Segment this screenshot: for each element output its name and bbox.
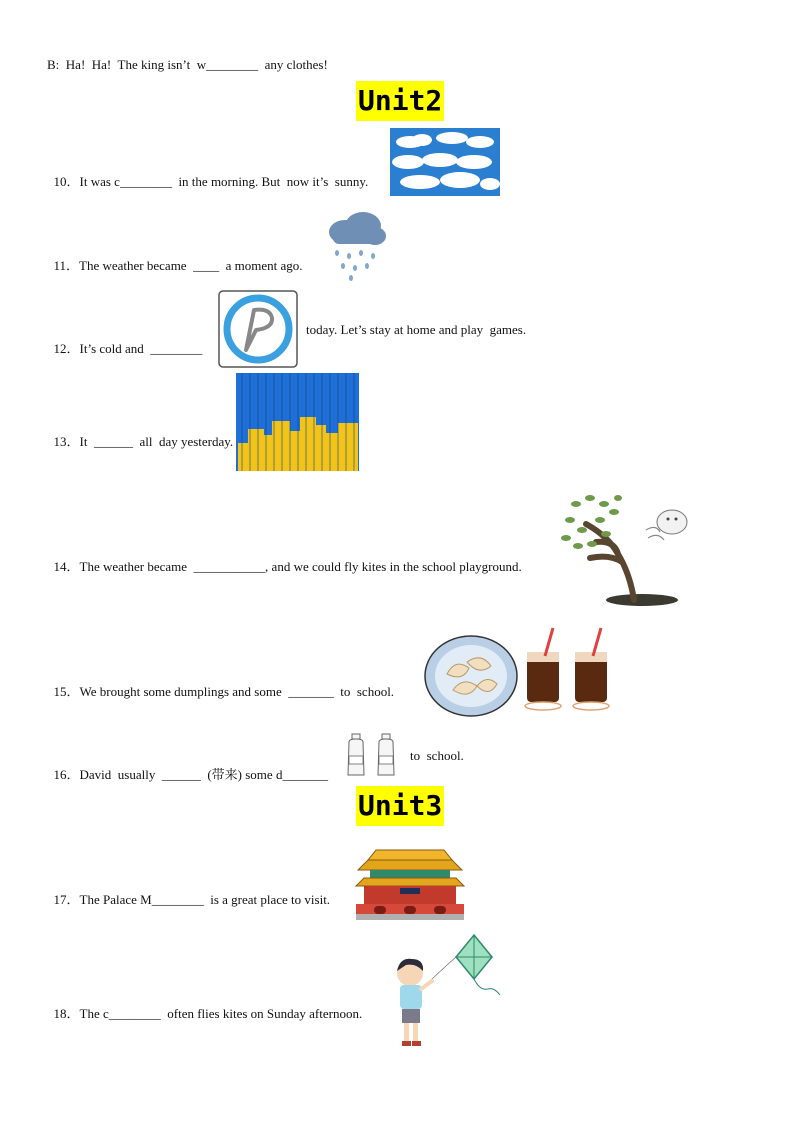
question-number: 14． [53,559,80,574]
question-text: We brought some dumplings and some _______ to school. [79,684,395,699]
question-number: 11． [53,258,80,273]
parking-sign-icon [218,290,298,368]
question-number: 18． [53,1006,80,1021]
question-18 [47,987,362,1022]
question-number: 13． [53,434,80,449]
question-number: 10． [53,174,80,189]
question-14 [47,540,522,575]
question-text: It was c________ in the morning. But now it’s sunny. [79,174,369,189]
cloudy-sky-icon [390,128,500,196]
question-text: The c________ often flies kites on Sunday afternoon. [79,1006,363,1021]
rainy-city-icon [236,373,359,471]
question-16-continuation: to school. [410,748,464,763]
question-number: 16． [53,767,80,782]
intro-line: B: Ha! Ha! The king isn’t w________ any clothes! [47,57,328,72]
boy-flying-kite-icon [388,933,512,1057]
question-text: David usually ______ (带来) some d_______ [79,767,328,782]
question-15 [47,665,394,700]
dumplings-and-drinks-icon [423,624,623,718]
windy-tree-icon [556,484,692,610]
question-text: The weather became ____ a moment ago. [79,258,303,273]
question-text: The Palace M________ is a great place to visit. [79,892,331,907]
question-10 [47,155,368,190]
question-16 [47,748,328,783]
question-12 [47,322,202,357]
question-text: The weather became ___________, and we could fly kites in the school playground. [79,559,522,574]
question-12-continuation: today. Let’s stay at home and play games. [306,322,527,337]
question-text: It’s cold and ________ [79,341,203,356]
water-bottles-icon [345,732,401,778]
question-13 [47,415,233,450]
unit2-heading: Unit2 [356,81,444,121]
question-number: 12． [53,341,80,356]
question-11 [47,239,302,274]
question-17 [47,873,330,908]
question-number: 15． [53,684,80,699]
question-number: 17． [53,892,80,907]
unit3-heading: Unit3 [356,786,444,826]
rain-cloud-icon [325,208,387,282]
question-text: It ______ all day yesterday. [79,434,234,449]
palace-museum-icon [354,844,466,922]
